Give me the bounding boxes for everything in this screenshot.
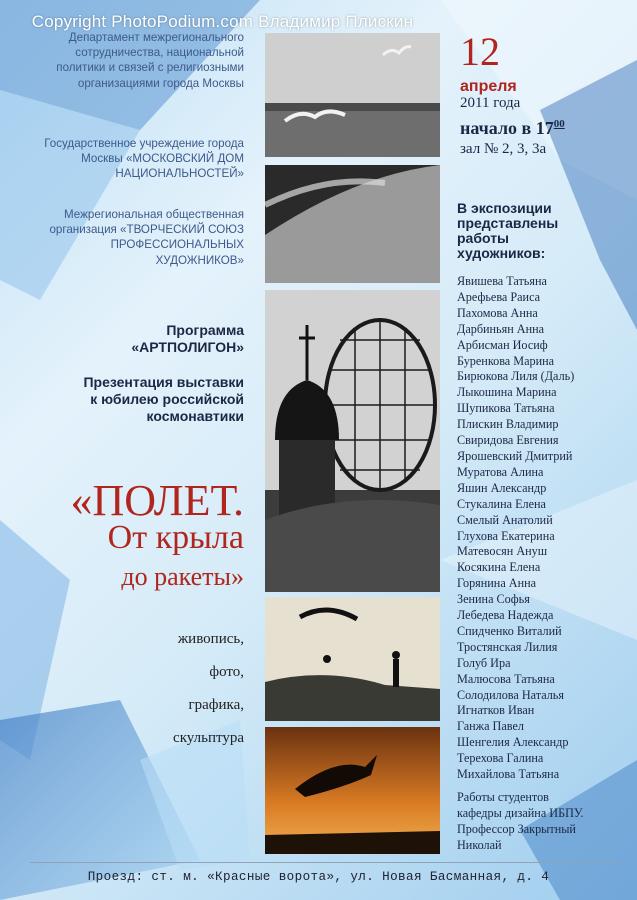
event-start-minutes: 00 (553, 118, 565, 130)
artist-name: Тростянская Лилия (457, 639, 558, 654)
students-note-line: Профессор Закрытный (457, 821, 576, 836)
artist-name: Муратова Алина (457, 464, 544, 479)
artist-name: Голуб Ира (457, 655, 511, 670)
presentation-line-2: к юбилею российской (90, 391, 244, 407)
event-start-time (460, 118, 565, 139)
exposition-heading-line: работы (457, 230, 510, 246)
artist-name: Ярошевский Дмитрий (457, 448, 573, 463)
artist-name: Игнатков Иван (457, 703, 535, 718)
photo-seagulls (265, 33, 440, 157)
artist-name: Плискин Владимир (457, 417, 559, 432)
exhibition-title-line-1: «ПОЛЕТ. (70, 476, 244, 525)
organizer-department: Департамент межрегионального сотрудничества, национальной политики и связей с религиозными организациями города Москвы (56, 31, 244, 90)
exhibition-title-line-2: От крыла (107, 519, 244, 556)
art-kind-sculpture: скульптура (173, 730, 244, 746)
art-kinds-list (94, 628, 244, 760)
artist-name: Матевосян Ануш (457, 544, 548, 559)
event-start-hours: начало в 17 (460, 118, 554, 138)
artist-name: Солодилова Наталья (457, 687, 564, 702)
artist-name: Пахомова Анна (457, 305, 538, 320)
artist-name: Глухова Екатерина (457, 528, 555, 543)
artist-name: Арефьева Раиса (457, 289, 541, 304)
photo-dune (265, 165, 440, 283)
artist-name: Терехова Галина (457, 751, 544, 766)
event-date (460, 29, 500, 74)
exposition-heading-line: представлены (457, 215, 559, 231)
artist-name: Арбисман Иосиф (457, 337, 548, 352)
event-month: апреля (460, 78, 517, 95)
exposition-heading (457, 201, 627, 261)
students-note-line: Николай (457, 837, 502, 852)
watermark-text: Copyright PhotoPodium.com Владимир Плискин (31, 12, 414, 31)
students-note-line: кафедры дизайна ИБПУ. (457, 805, 584, 820)
artist-name: Свиридова Евгения (457, 433, 559, 448)
photo-sunset-jump (265, 727, 440, 854)
artist-name: Бирюкова Лиля (Даль) (457, 369, 575, 384)
footer-divider (30, 862, 620, 863)
artist-name: Яшин Александр (457, 480, 547, 495)
artist-name: Явишева Татьяна (457, 274, 547, 288)
artist-name: Косякина Елена (457, 560, 541, 575)
exposition-heading-line: художников: (457, 245, 546, 261)
program-label: Программа (166, 322, 244, 338)
event-day: 12 (460, 29, 500, 74)
organizer-artists-union: Межрегиональная общественная организация «ТВОРЧЕСКИЙ СОЮЗ ПРОФЕССИОНАЛЬНЫХ ХУДОЖНИКОВ» (49, 208, 244, 267)
artist-name: Ганжа Павел (457, 719, 524, 734)
artist-name: Смелый Анатолий (457, 512, 553, 527)
program-name: «АРТПОЛИГОН» (131, 339, 244, 355)
artist-name: Малюсова Татьяна (457, 671, 555, 686)
artist-name: Зенина Софья (457, 592, 530, 607)
art-kind-graphics: графика, (188, 697, 244, 713)
artist-name: Стукалина Елена (457, 496, 546, 511)
artist-name: Шенгелия Александр (457, 735, 569, 750)
artist-name: Горянина Анна (457, 576, 537, 591)
students-note-line: Работы студентов (457, 790, 549, 804)
artist-name: Лыкошина Марина (457, 385, 557, 400)
artist-name: Шупикова Татьяна (457, 401, 555, 416)
art-kind-photo: фото, (209, 664, 244, 680)
artists-list (457, 274, 632, 783)
photo-paraglider (265, 597, 440, 721)
program-block (14, 322, 244, 356)
organizer-house-of-nationalities: Государственное учреждение города Москвы «МОСКОВСКИЙ ДОМ НАЦИОНАЛЬНОСТЕЙ» (44, 137, 244, 181)
students-note (457, 790, 632, 854)
art-kind-painting: живопись, (177, 631, 244, 647)
event-year: 2011 года (460, 95, 521, 111)
artist-name: Михайлова Татьяна (457, 767, 560, 782)
presentation-line-3: космонавтики (146, 408, 244, 424)
artist-name: Дарбиньян Анна (457, 321, 545, 336)
presentation-line-1: Презентация выставки (83, 374, 244, 390)
event-hall: зал № 2, 3, 3а (460, 141, 547, 157)
artist-name: Лебедева Надежда (457, 608, 554, 623)
venue-address: Проезд: ст. м. «Красные ворота», ул. Новая Басманная, д. 4 (87, 870, 550, 884)
photo-radar-church (265, 290, 440, 592)
artist-name: Спидченко Виталий (457, 623, 562, 638)
presentation-block (14, 374, 244, 425)
exhibition-title-line-3: до ракеты» (121, 562, 244, 591)
exposition-heading-line: В экспозиции (457, 200, 552, 216)
artist-name: Буренкова Марина (457, 353, 555, 368)
